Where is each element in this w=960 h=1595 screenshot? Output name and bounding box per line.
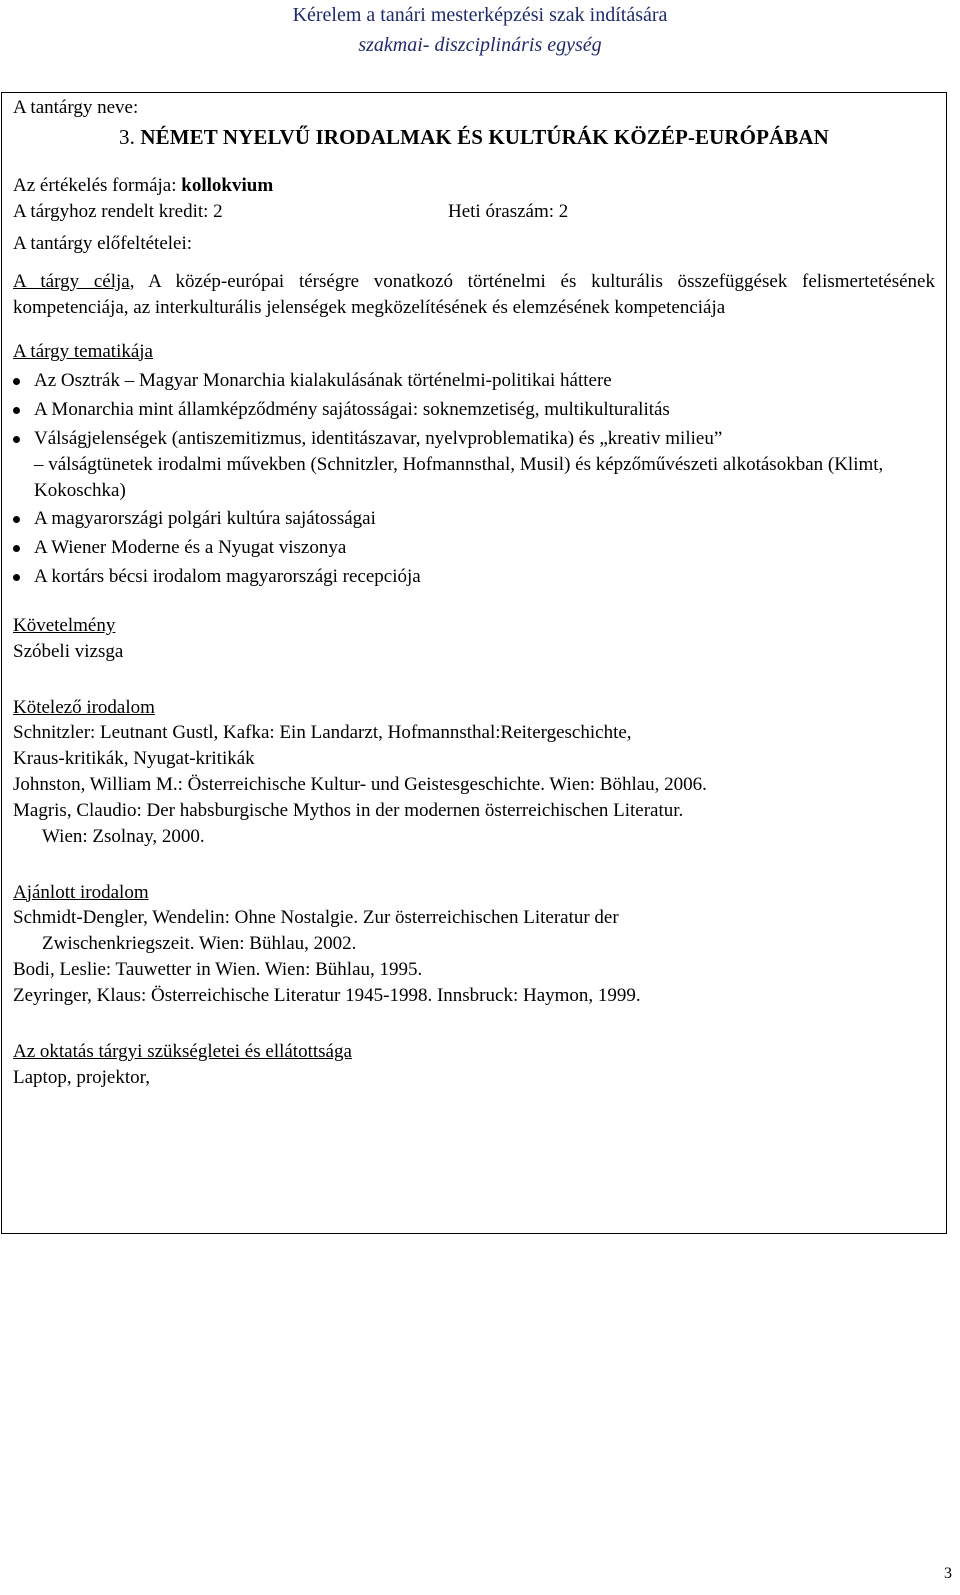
mandatory-reading-line: Kraus-kritikák, Nyugat-kritikák: [13, 748, 255, 770]
course-title-text: NÉMET NYELVŰ IRODALMAK ÉS KULTÚRÁK KÖZÉP-EURÓPÁBAN: [140, 124, 829, 149]
list-item: Válságjelenségek (antiszemitizmus, identitászavar, nyelvproblematika) és „kreativ milieu”: [13, 426, 935, 452]
course-name-label: A tantárgy neve:: [13, 97, 139, 118]
list-item: A Monarchia mint államképződmény sajátosságai: soknemzetiség, multikulturalitás: [13, 397, 935, 423]
course-title: [13, 123, 935, 152]
hours-value: 2: [558, 201, 569, 223]
recommended-reading-label: Ajánlott irodalom: [13, 881, 149, 903]
bullet-icon: [13, 378, 20, 385]
credits-row: [13, 199, 935, 225]
assessment-label: Az értékelés formája:: [13, 175, 177, 197]
bullet-icon: [13, 516, 20, 523]
recommended-reading-line: Zeyringer, Klaus: Österreichische Literatur 1945-1998. Innsbruck: Haymon, 1999.: [13, 984, 641, 1006]
goal-text: , A közép-európai térségre vonatkozó történelmi és kulturális összefüggések felismertetésének kompetenciája, az interkulturális jelenségek megközelítésének és elemzésének kompetenciája: [13, 270, 935, 318]
mandatory-reading-line: Johnston, William M.: Österreichische Kultur- und Geistesgeschichte. Wien: Böhlau, 2006.: [13, 774, 707, 796]
equipment-value: Laptop, projektor,: [13, 1066, 150, 1088]
themes-label: A tárgy tematikája: [13, 340, 153, 362]
list-item-continuation: – válságtünetek irodalmi művekben (Schnitzler, Hofmannsthal, Musil) és képzőművészeti alkotásokban (Klimt, Kokoschka): [34, 453, 884, 501]
bullet-icon: [13, 407, 20, 414]
course-description-box: [1, 92, 947, 1234]
recommended-reading-line: Schmidt-Dengler, Wendelin: Ohne Nostalgie. Zur österreichischen Literatur der: [13, 907, 619, 929]
goal-label: A tárgy célja: [13, 270, 130, 292]
bullet-icon: [13, 545, 20, 552]
mandatory-reading-label: Kötelező irodalom: [13, 696, 155, 718]
bullet-icon: [13, 574, 20, 581]
recommended-reading-line: Zwischenkriegszeit. Wien: Bühlau, 2002.: [42, 933, 357, 955]
recommended-reading-line: Bodi, Leslie: Tauwetter in Wien. Wien: Bühlau, 1995.: [13, 959, 423, 981]
mandatory-reading-line: Schnitzler: Leutnant Gustl, Kafka: Ein Landarzt, Hofmannsthal:Reitergeschichte,: [13, 722, 632, 744]
assessment-value: kollokvium: [181, 175, 274, 197]
header-title: Kérelem a tanári mesterképzési szak indítására: [292, 4, 668, 26]
requirement-value: Szóbeli vizsga: [13, 640, 124, 662]
hours-label: Heti óraszám:: [448, 201, 555, 223]
course-number: 3.: [119, 124, 135, 149]
prereq-label: A tantárgy előfeltételei:: [13, 233, 193, 255]
mandatory-reading-line: Magris, Claudio: Der habsburgische Mythos in der modernen österreichischen Literatur.: [13, 799, 684, 821]
mandatory-reading-line: Wien: Zsolnay, 2000.: [42, 825, 205, 847]
list-item: A Wiener Moderne és a Nyugat viszonya: [13, 535, 935, 561]
requirement-label: Követelmény: [13, 614, 116, 636]
equipment-label: Az oktatás tárgyi szükségletei és ellátottsága: [13, 1040, 352, 1062]
assessment-row: [13, 173, 935, 199]
course-goal: [13, 269, 935, 321]
page-header: [0, 0, 960, 60]
list-item: Az Osztrák – Magyar Monarchia kialakulásának történelmi-politikai háttere: [13, 368, 935, 394]
list-item: A magyarországi polgári kultúra sajátosságai: [13, 506, 935, 532]
bullet-icon: [13, 436, 20, 443]
page-number: 3: [944, 1565, 952, 1582]
credit-value: 2: [213, 201, 223, 223]
list-item: A kortárs bécsi irodalom magyarországi recepciója: [13, 564, 935, 590]
header-subtitle: szakmai- diszciplináris egység: [358, 34, 602, 56]
credit-label: A tárgyhoz rendelt kredit:: [13, 201, 209, 223]
themes-list: [13, 368, 935, 590]
